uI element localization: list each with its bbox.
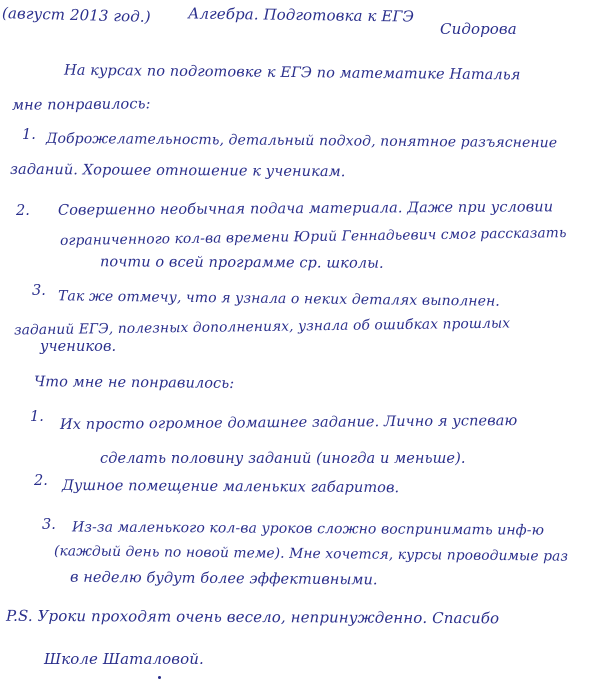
liked-item-3-line-1: Так же отмечу, что я узнала о неких деталях выполнен. <box>57 288 500 310</box>
liked-item-3-line-2: заданий ЕГЭ, полезных дополнениях, узнала об ошибках прошлых <box>13 315 511 339</box>
ink-dot <box>158 676 161 679</box>
disliked-item-3-line-3: в неделю будут более эффективными. <box>69 569 378 589</box>
disliked-item-2-line-1: Душное помещение маленьких габаритов. <box>61 477 400 497</box>
header-date: (август 2013 год.) <box>1 4 151 26</box>
disliked-item-1-line-2: сделать половину заданий (иногда и меньше). <box>100 451 466 467</box>
disliked-item-3-line-1: Из-за маленького кол-ва уроков сложно воспринимать инф-ю <box>71 519 545 539</box>
disliked-item-3-number: 3. <box>42 517 56 533</box>
disliked-item-2-number: 2. <box>34 473 48 489</box>
liked-item-3-line-3: учеников. <box>40 339 117 355</box>
intro-line-1: На курсах по подготовке к ЕГЭ по математике Наталья <box>63 62 521 84</box>
liked-item-1-number: 1. <box>22 127 36 143</box>
liked-item-2-line-3: почти о всей программе ср. школы. <box>99 254 384 272</box>
liked-item-1-line-1: Доброжелательность, детальный подход, понятное разъяснение <box>45 130 558 152</box>
liked-item-2-line-1: Совершенно необычная подача материала. Даже при условии <box>57 199 554 219</box>
disliked-heading: Что мне не понравилось: <box>33 374 235 392</box>
liked-item-2-line-2: ограниченного кол-ва времени Юрий Геннадьевич смог рассказать <box>59 225 567 249</box>
ps-line-1: P.S. Уроки проходят очень весело, непринужденно. Спасибо <box>5 606 500 628</box>
header-author: Сидорова <box>440 20 517 38</box>
liked-item-2-number: 2. <box>16 203 30 219</box>
disliked-item-1-number: 1. <box>30 409 44 425</box>
liked-item-3-number: 3. <box>32 283 46 299</box>
ps-line-2: Школе Шаталовой. <box>44 650 204 668</box>
disliked-item-3-line-2: (каждый день по новой теме). Мне хочется, курсы проводимые раз <box>53 543 569 565</box>
intro-line-2: мне понравилось: <box>11 96 151 114</box>
liked-item-1-line-2: заданий. Хорошее отношение к ученикам. <box>9 161 346 181</box>
disliked-item-1-line-1: Их просто огромное домашнее задание. Лично я успеваю <box>59 413 518 433</box>
header-title: Алгебра. Подготовка к ЕГЭ <box>187 4 415 26</box>
